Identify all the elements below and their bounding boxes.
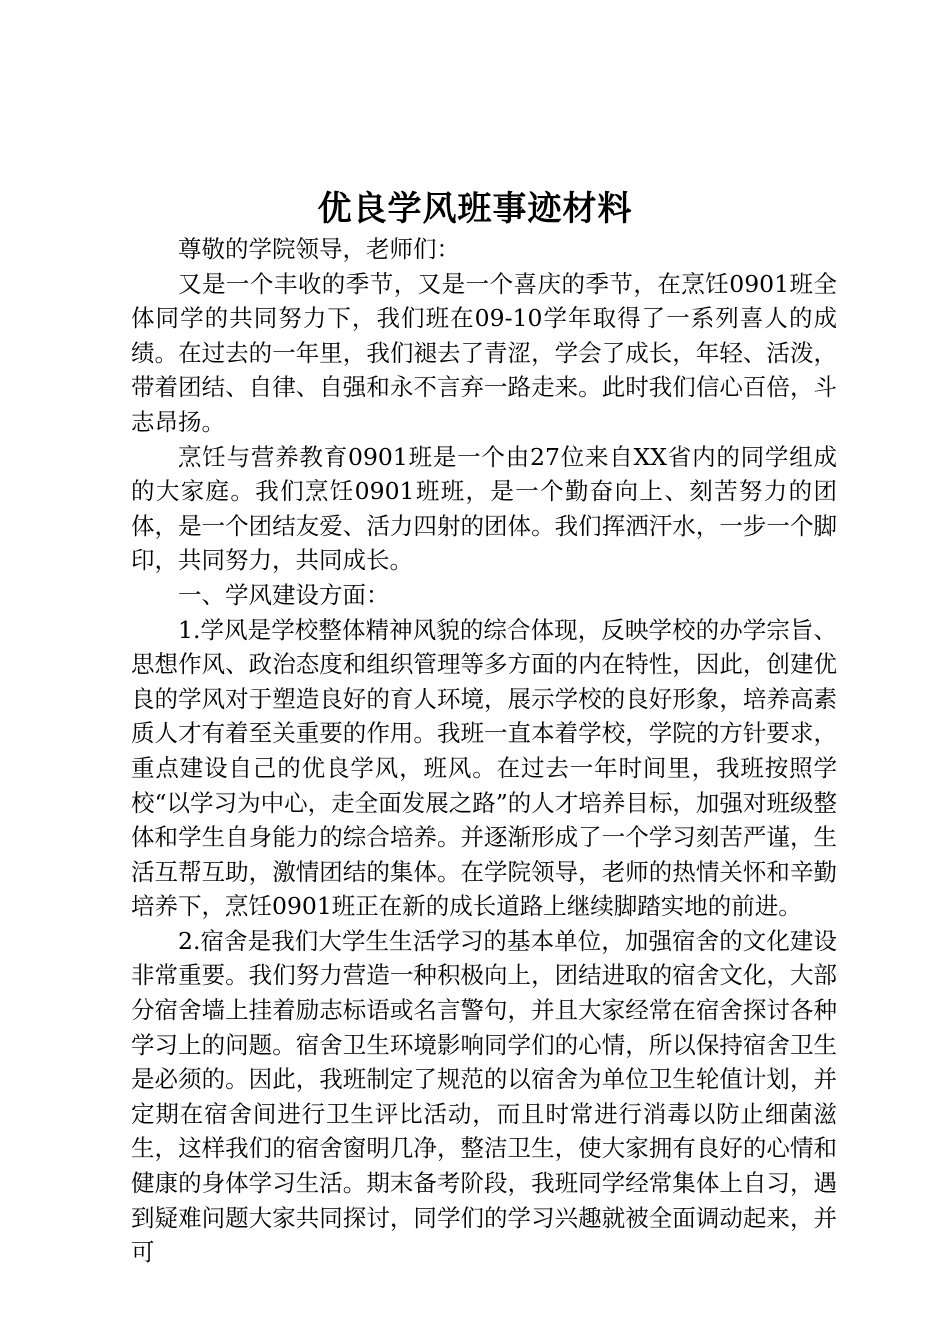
intro-paragraph: 又是一个丰收的季节，又是一个喜庆的季节，在烹饪0901班全体同学的共同努力下，我们班在09-10学年取得了一系列喜人的成绩。在过去的一年里，我们褪去了青涩，学会了成长，年轻、活泼，带着团结、自律、自强和永不言弃一路走来。此时我们信心百倍，斗志昂扬。	[131, 269, 837, 436]
class-overview-paragraph: 烹饪与营养教育0901班是一个由27位来自XX省内的同学组成的大家庭。我们烹饪0901班班，是一个勤奋向上、刻苦努力的团体，是一个团结友爱、活力四射的团体。我们挥洒汗水，一步一个脚印，共同努力，共同成长。	[131, 442, 837, 575]
dormitory-paragraph: 2.宿舍是我们大学生生活学习的基本单位，加强宿舍的文化建设非常重要。我们努力营造一种积极向上，团结进取的宿舍文化，大部分宿舍墙上挂着励志标语或名言警句，并且大家经常在宿舍探讨各种学习上的问题。宿舍卫生环境影响同学们的心情，所以保持宿舍卫生是必须的。因此，我班制定了规范的以宿舍为单位卫生轮值计划，并定期在宿舍间进行卫生评比活动，而且时常进行消毒以防止细菌滋生，这样我们的宿舍窗明几净，整洁卫生，使大家拥有良好的心情和健康的身体学习生活。期末备考阶段，我班同学经常集体上自习，遇到疑难问题大家共同探讨，同学们的学习兴趣就被全面调动起来，并可	[131, 926, 837, 1267]
study-style-paragraph: 1.学风是学校整体精神风貌的综合体现，反映学校的办学宗旨、思想作风、政治态度和组织管理等多方面的内在特性，因此，创建优良的学风对于塑造良好的育人环境，展示学校的良好形象，培养高素质人才有着至关重要的作用。我班一直本着学校，学院的方针要求，重点建设自己的优良学风，班风。在过去一年时间里，我班按照学校“以学习为中心，走全面发展之路”的人才培养目标，加强对班级整体和学生自身能力的综合培养。并逐渐形成了一个学习刻苦严谨，生活互帮互助，激情团结的集体。在学院领导，老师的热情关怀和辛勤培养下，烹饪0901班正在新的成长道路上继续脚踏实地的前进。	[131, 615, 837, 921]
salutation-paragraph: 尊敬的学院领导，老师们：	[178, 235, 460, 263]
document-body	[131, 232, 837, 1270]
document-title: 优良学风班事迹材料	[317, 189, 633, 229]
section-heading: 一、学风建设方面：	[178, 580, 390, 609]
